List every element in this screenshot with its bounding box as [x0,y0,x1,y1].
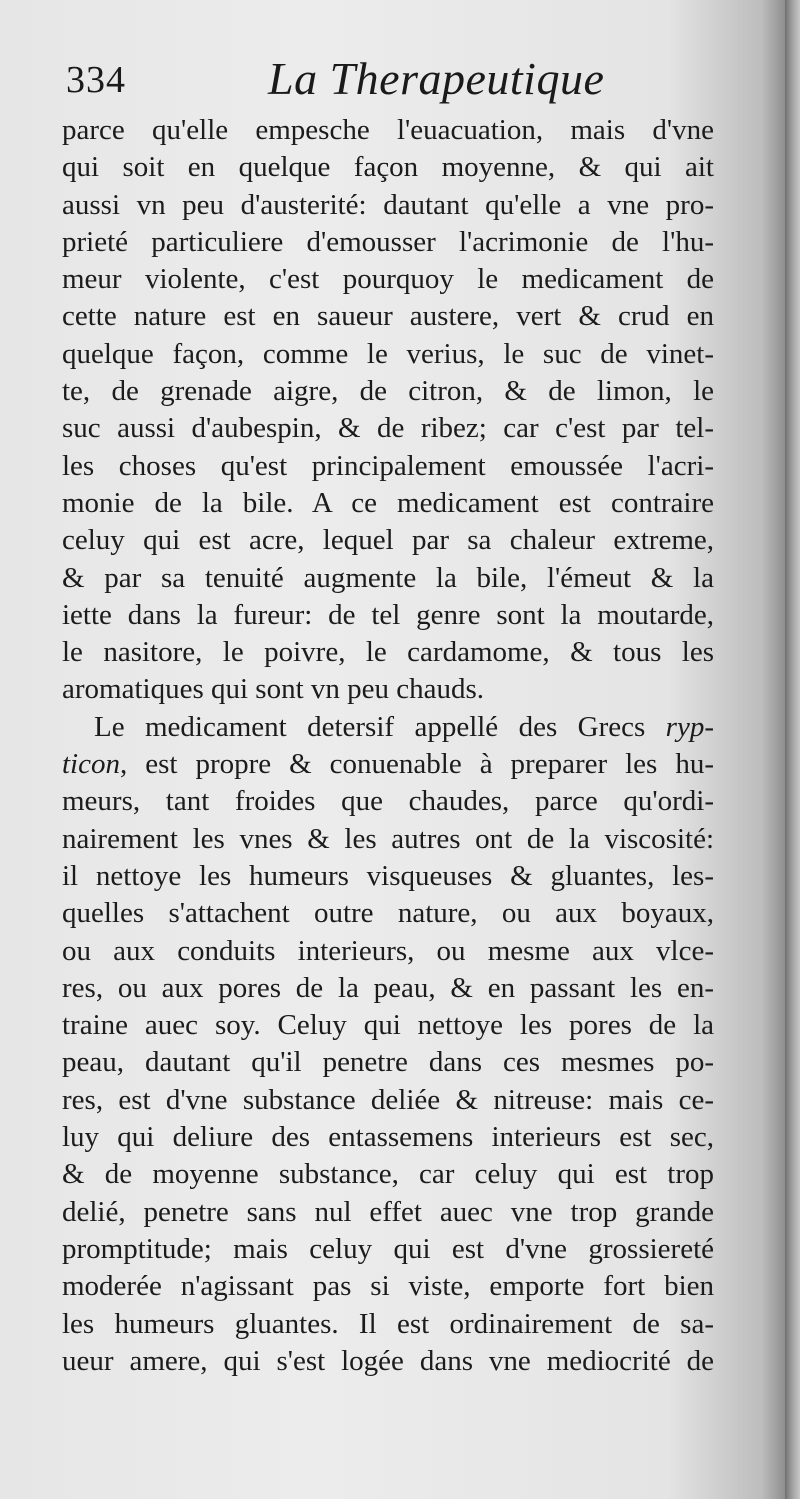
text-line: il nettoye les humeurs visqueuses & gluantes, les- [62,859,714,892]
page-number: 334 [66,59,126,101]
text-line: res, ou aux pores de la peau, & en passant les en- [62,971,714,1004]
text-line: le nasitore, le poivre, le cardamome, & tous les [62,636,714,669]
text-line: ueur amere, qui s'est logée dans vne mediocrité de [62,1344,714,1377]
text-line: peau, dautant qu'il penetre dans ces mesmes po- [62,1046,714,1079]
text-line: parce qu'elle empesche l'euacuation, mais d'vne [62,114,714,146]
text-line: promptitude; mais celuy qui est d'vne grossiereté [62,1232,714,1265]
text-line: te, de grenade aigre, de citron, & de limon, le [62,375,714,408]
text-line: res, est d'vne substance deliée & nitreuse: mais ce- [62,1083,714,1116]
text-line: aromatiques qui sont vn peu chauds. [62,673,485,706]
text-line: meur violente, c'est pourquoy le medicament de [62,263,714,296]
text-line: meurs, tant froides que chaudes, parce qu'ordi- [62,785,714,818]
running-title: La Therapeutique [268,53,605,104]
body-text [62,112,714,1380]
text-line: suc aussi d'aubespin, & de ribez; car c'est par tel- [62,412,714,445]
text-line: aussi vn peu d'austerité: dautant qu'elle a vne pro- [62,188,714,221]
page-header [62,52,722,112]
text-line: prieté particuliere d'emousser l'acrimonie de l'hu- [62,225,714,258]
text-line: les humeurs gluantes. Il est ordinairement de sa- [62,1307,714,1340]
text-line: Le medicament detersif appellé des Grecs ryp- [94,710,714,743]
text-line: monie de la bile. A ce medicament est contraire [62,486,714,519]
text-line: cette nature est en saueur austere, vert & crud en [62,300,714,333]
text-line: & de moyenne substance, car celuy qui est trop [62,1158,714,1191]
text-line: delié, penetre sans nul effet auec vne trop grande [62,1195,714,1228]
text-line: quelque façon, comme le verius, le suc de vinet- [62,337,714,370]
text-line: les choses qu'est principalement emoussée l'acri- [62,449,714,482]
text-line: nairement les vnes & les autres ont de la viscosité: [62,822,714,855]
text-line: quelles s'attachent outre nature, ou aux boyaux, [62,897,714,930]
text-line: celuy qui est acre, lequel par sa chaleur extreme, [62,524,714,557]
text-line: & par sa tenuité augmente la bile, l'émeut & la [62,561,714,594]
text-line: luy qui deliure des entassemens interieurs est sec, [62,1121,714,1154]
text-line: ou aux conduits interieurs, ou mesme aux vlce- [62,934,714,967]
text-line: iette dans la fureur: de tel genre sont la moutarde, [62,598,714,631]
page-gutter-shadow [785,0,800,1499]
text-line: ticon, est propre & conuenable à preparer les hu- [62,748,714,781]
text-line: moderée n'agissant pas si viste, emporte fort bien [62,1270,714,1303]
text-line: qui soit en quelque façon moyenne, & qui ait [62,151,714,184]
text-line: traine auec soy. Celuy qui nettoye les pores de la [62,1009,714,1042]
